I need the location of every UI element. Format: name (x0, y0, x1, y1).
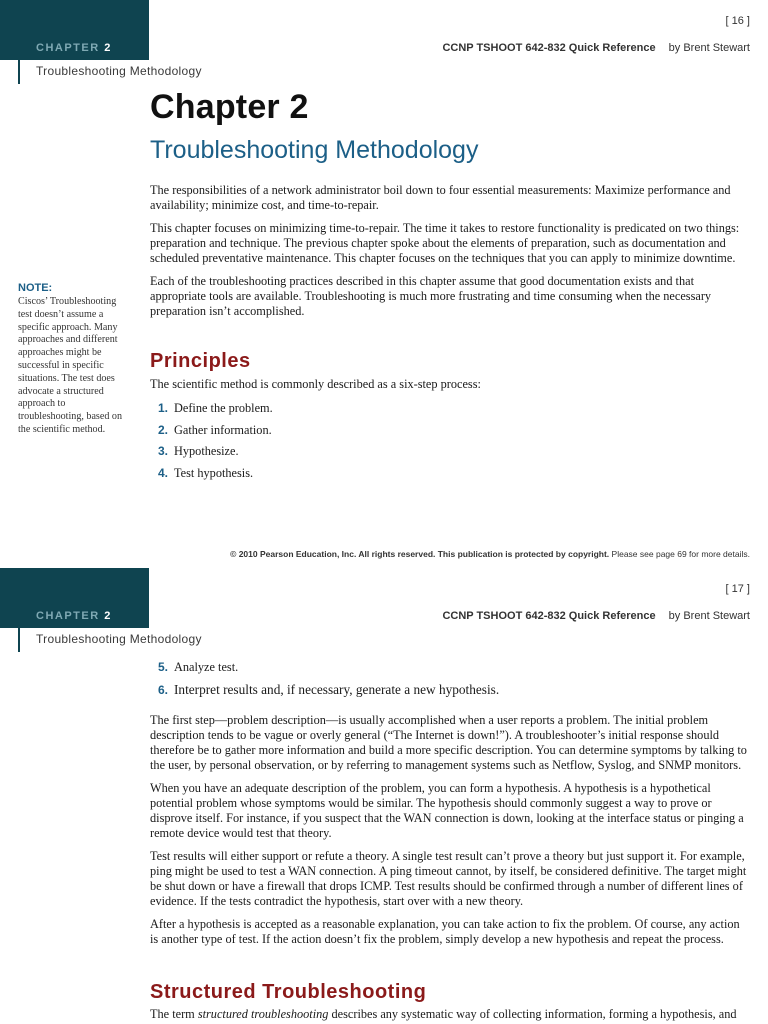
page-17 (0, 568, 768, 1024)
paragraph: After a hypothesis is accepted as a reasonable explanation, you can take action to fix the problem. Of course, any action is another type of test. If the action doesn’t fix the problem, simply develop a new hypothesis and repeat the process. (150, 917, 740, 946)
intro-body (150, 183, 750, 327)
steps-list (158, 398, 273, 484)
steps-list-continued (158, 657, 499, 701)
paragraph: The responsibilities of a network administrator boil down to four essential measurements: Maximize performance and availability; minimize cost, and time-to-repair. (150, 183, 731, 212)
last-line-em: structured troubleshooting (197, 1007, 329, 1021)
page-number: [ 17 ] (725, 583, 750, 595)
section-title-structured-troubleshooting: Structured Troubleshooting (150, 981, 427, 1003)
copyright-notice (230, 549, 750, 559)
step-number: 2. (158, 422, 169, 437)
list-item (158, 420, 273, 442)
book-reference (442, 610, 750, 622)
step-text: Test hypothesis. (174, 465, 254, 480)
book-author: by Brent Stewart (668, 42, 750, 54)
chapter-subtitle: Troubleshooting Methodology (36, 632, 202, 646)
paragraph: This chapter focuses on minimizing time-to-repair. The time it takes to restore functionality is predicated on two things: preparation and technique. The previous chapter spoke about the elements of preparation, such as documentation and scheduled preventative maintenance. This chapter focuses on the techniques that you can apply to minimize downtime. (150, 221, 740, 265)
book-title: CCNP TSHOOT 642-832 Quick Reference (442, 42, 656, 54)
chapter-label-text: CHAPTER (36, 42, 100, 54)
paragraph: Each of the troubleshooting practices described in this chapter assume that good documentation exists and that appropriate tools are available. Troubleshooting is much more frustrating and time consuming when the necessary preparation isn’t accomplished. (150, 274, 712, 318)
step-text: Interpret results and, if necessary, generate a new hypothesis. (174, 681, 500, 697)
page-number: [ 16 ] (725, 15, 750, 27)
step-text: Gather information. (174, 422, 272, 437)
header-left-rule (18, 0, 20, 84)
last-line (150, 1007, 750, 1022)
principles-intro: The scientific method is commonly described as a six-step process: (150, 377, 481, 391)
list-item (158, 398, 273, 420)
chapter-tab (0, 568, 149, 628)
chapter-tab-label (36, 610, 112, 622)
step-number: 3. (158, 444, 169, 458)
section-title-principles: Principles (150, 350, 251, 372)
step-number: 4. (158, 465, 169, 480)
chapter-number: 2 (104, 610, 112, 622)
last-line-pre: The term (150, 1007, 198, 1021)
last-line-post: describes any systematic way of collecting information, forming a hypothesis, and (328, 1007, 737, 1021)
side-note (18, 282, 128, 437)
book-reference (442, 42, 750, 54)
list-item (158, 441, 273, 463)
note-label: NOTE: (18, 282, 53, 294)
list-item (158, 657, 499, 679)
list-item (158, 463, 273, 485)
paragraph: Test results will either support or refute a theory. A single test result can’t prove a theory but just support it. For example, ping might be used to test a WAN connection. A ping timeout cannot, by itself, be considered definitive. The target might be shut down or have a firewall that drops ICMP. Test results should be confirmed through a number of different lines of evidence. If the tests contradict the hypothesis, start over with a new theory. (150, 849, 747, 908)
step-number: 1. (158, 401, 169, 415)
step-text: Analyze test. (174, 660, 239, 674)
step-number: 5. (158, 660, 169, 674)
book-title: CCNP TSHOOT 642-832 Quick Reference (442, 610, 656, 622)
chapter-tab-label (36, 42, 112, 54)
chapter-title: Troubleshooting Methodology (150, 136, 479, 164)
list-item (158, 679, 499, 702)
copyright-rest: Please see page 69 for more details. (611, 549, 750, 559)
chapter-heading: Chapter 2 (150, 88, 309, 126)
step-text: Hypothesize. (174, 444, 239, 458)
note-text: Ciscos’ Troubleshooting test doesn’t assume a specific approach. Many approaches and different approaches might be successful in specific situations. The test does advocate a structured approach to troubleshooting, based on the scientific method. (18, 296, 123, 435)
copyright-bold: © 2010 Pearson Education, Inc. All rights reserved. This publication is protected by copyright. (230, 549, 610, 559)
header-left-rule (18, 568, 20, 652)
chapter-subtitle: Troubleshooting Methodology (36, 64, 202, 78)
chapter-tab (0, 0, 149, 60)
step-text: Define the problem. (174, 401, 273, 415)
paragraph: The first step—problem description—is usually accomplished when a user reports a problem. The initial problem description tends to be vague or overly general (“The Internet is down!”). A troubleshooter’s initial response should therefore be to gather more information and build a more specific description. You can determine symptoms by talking to the user, by personal observation, or by referring to management systems such as Netflow, Syslog, and SNMP monitors. (150, 713, 747, 772)
step-number: 6. (158, 682, 169, 697)
paragraph: When you have an adequate description of the problem, you can form a hypothesis. A hypothesis is a hypothetical potential problem whose symptoms would be similar. The hypothesis should commonly suggest a way to prove or disprove itself. For instance, if you suspect that the WAN connection is down, looking at the interface status or pinging a remote device would test that theory. (150, 781, 744, 840)
book-author: by Brent Stewart (668, 610, 750, 622)
main-body (150, 713, 750, 955)
chapter-label-text: CHAPTER (36, 610, 100, 622)
chapter-number: 2 (104, 42, 112, 54)
